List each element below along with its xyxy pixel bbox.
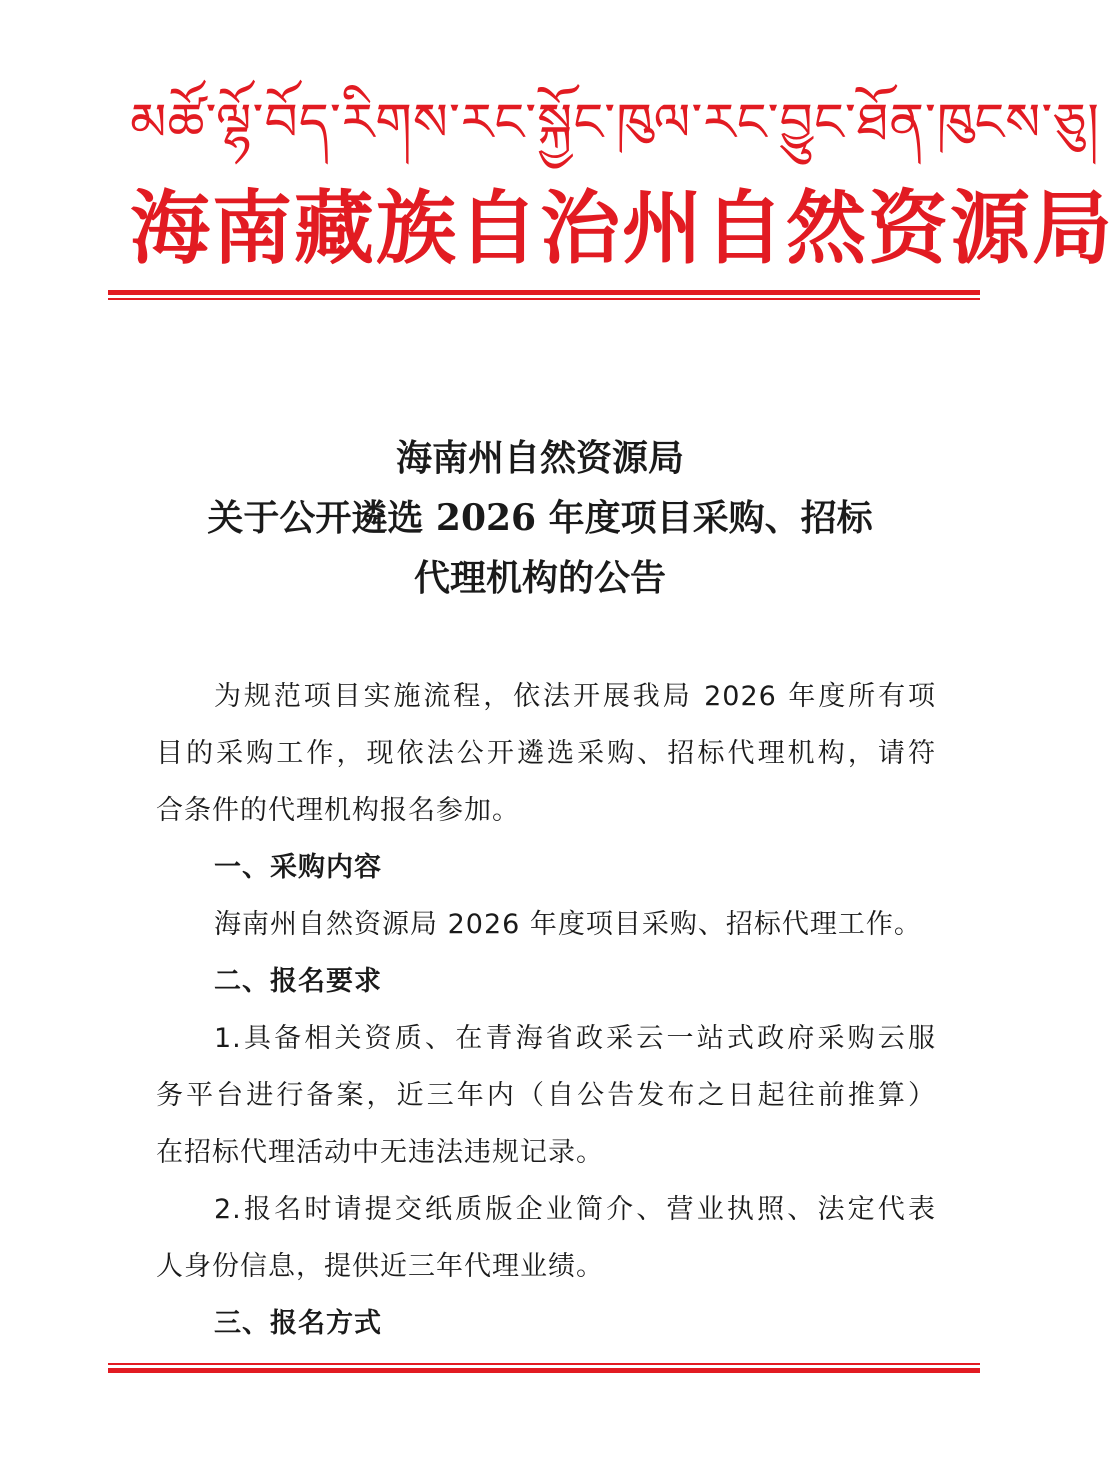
requirement-2-line-1: 2.报名时请提交纸质版企业简介、营业执照、法定代表	[214, 1194, 936, 1225]
requirement-1-line-1: 1.具备相关资质、在青海省政采云一站式政府采购云服	[214, 1023, 936, 1054]
letterhead-divider	[108, 290, 980, 300]
notice-title	[100, 428, 980, 608]
intro-line-1: 为规范项目实施流程，依法开展我局 2026 年度所有项	[214, 681, 936, 712]
section-heading-registration: 三、报名方式	[214, 1308, 382, 1339]
notice-body	[156, 668, 936, 1352]
title-line-3: 代理机构的公告	[413, 557, 666, 599]
requirement-1-line-3: 在招标代理活动中无违法违规记录。	[156, 1137, 604, 1168]
procurement-content: 海南州自然资源局 2026 年度项目采购、招标代理工作。	[214, 909, 922, 940]
intro-line-3: 合条件的代理机构报名参加。	[156, 795, 520, 826]
intro-line-2: 目的采购工作，现依法公开遴选采购、招标代理机构，请符	[156, 738, 936, 769]
requirement-1-line-2: 务平台进行备案，近三年内（自公告发布之日起往前推算）	[156, 1080, 936, 1111]
letterhead-tibetan-name: མཚོ་ལྷོ་བོད་རིགས་རང་སྐྱོང་ཁུལ་རང་བྱུང་ཐོན་ཁུངས་ཅུ།	[130, 93, 1100, 153]
section-heading-procurement: 一、采购内容	[214, 852, 382, 883]
letterhead-chinese-name: 海南藏族自治州自然资源局	[130, 181, 1114, 275]
requirement-2-line-2: 人身份信息，提供近三年代理业绩。	[156, 1251, 604, 1282]
title-line-2: 关于公开遴选 2026 年度项目采购、招标	[207, 497, 873, 539]
section-heading-requirements: 二、报名要求	[214, 966, 382, 997]
footer-divider	[108, 1363, 980, 1373]
title-line-1: 海南州自然资源局	[395, 437, 684, 479]
